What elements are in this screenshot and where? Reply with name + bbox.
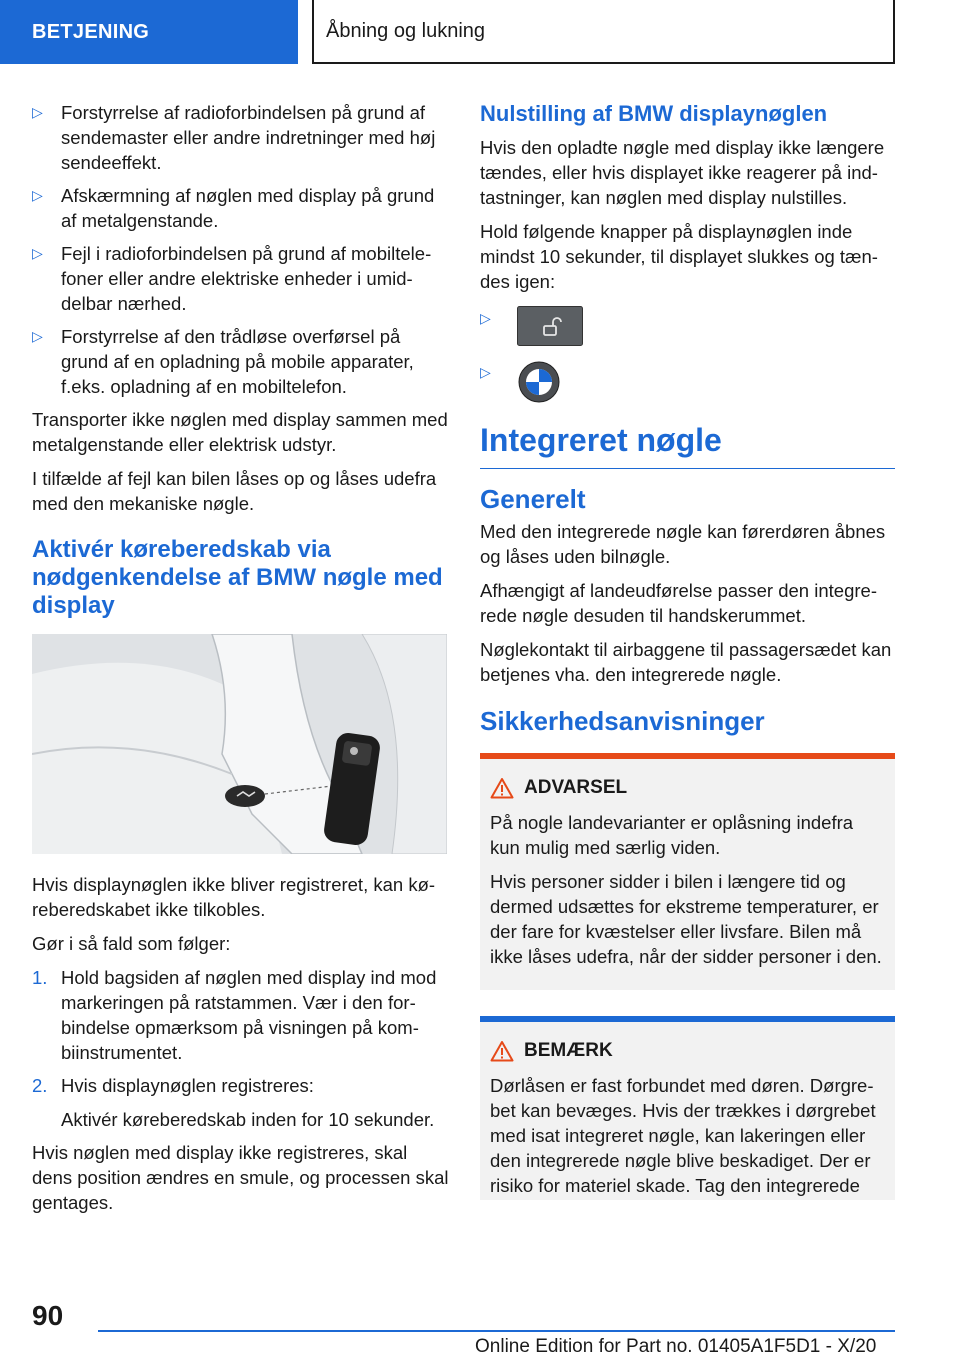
paragraph: Transporter ikke nøglen med display sammen med metalgenstande eller elektrisk udstyr. [32, 409, 448, 455]
list-item: 2. Hvis displaynøglen registreres: Aktivér køreberedskab inden for 10 sekunder. [32, 1073, 450, 1132]
paragraph: Nøglekontakt til airbaggene til passagersædet kan betjenes vha. den integrerede nøgle. [480, 639, 892, 685]
list-item: ▷ Fejl i radioforbindelsen på grund af mobiltelefoner eller andre elektriske enheder i umiddelbar nærhed. [32, 243, 432, 314]
paragraph: Hvis nøglen med display ikke registreres, skal dens position ændres en smule, og processen skal gentages. [32, 1142, 449, 1213]
right-column [480, 100, 895, 1214]
chapter-title: Åbning og lukning [312, 0, 895, 64]
paragraph: På nogle landevarianter er oplåsning indefra kun mulig med særlig viden. [490, 812, 854, 858]
paragraph: I tilfælde af fejl kan bilen låses op og låses udefra med den mekaniske nøgle. [32, 468, 437, 514]
warning-triangle-icon [490, 777, 514, 799]
left-column [32, 100, 450, 1224]
step-result: Aktivér køreberedskab inden for 10 sekunder. [61, 1109, 435, 1130]
triangle-bullet-icon: ▷ [32, 245, 43, 261]
warning-title: ADVARSEL [490, 775, 885, 800]
footer-divider [98, 1330, 895, 1332]
paragraph: Hvis displaynøglen ikke bliver registreret, kan køreberedskabet ikke tilkobles. [32, 874, 436, 920]
triangle-bullet-icon: ▷ [32, 328, 43, 344]
step-number: 2. [32, 1075, 48, 1096]
note-title: BEMÆRK [490, 1038, 885, 1063]
page-number: 90 [32, 1300, 64, 1331]
safety-title: Sikkerhedsanvisninger [480, 706, 765, 736]
step-number: 1. [32, 967, 48, 988]
triangle-bullet-icon: ▷ [32, 104, 43, 120]
triangle-bullet-icon: ▷ [480, 310, 491, 326]
list-item: ▷ Afskærmning af nøglen med display på grund af metalgenstande. [32, 185, 435, 231]
paragraph: Hvis personer sidder i bilen i længere tid og dermed udsættes for ekstreme temperaturer, er der fare for kvæstelser eller livsfare. Bilen må ikke låses udefra, når der sidder personer i den. [490, 871, 882, 967]
reset-heading: Nulstilling af BMW displaynøglen [480, 101, 828, 126]
warning-box [480, 753, 895, 990]
emergency-heading: Aktivér køreberedskab via nødgenkendelse af BMW nøgle med display [32, 536, 443, 619]
paragraph: Gør i så fald som følger: [32, 933, 231, 954]
key-button-item [480, 306, 895, 346]
paragraph: Hold følgende knapper på displaynøglen inde mindst 10 sekunder, til displayet slukkes og tændes igen: [480, 221, 878, 292]
key-button-item [480, 360, 895, 404]
interference-list [32, 100, 450, 399]
section-tab: BETJENING [0, 0, 298, 64]
list-item: ▷ Forstyrrelse af radioforbindelsen på grund af sendemaster eller andre indretninger med høj sendeeffekt. [32, 102, 436, 173]
paragraph: Afhængigt af landeudførelse passer den integrerede nøgle desuden til handskerummet. [480, 580, 877, 626]
bmw-logo-button-icon [517, 360, 561, 410]
edition-text: Online Edition for Part no. 01405A1F5D1 - X/20 [475, 1336, 877, 1357]
note-box [480, 1016, 895, 1200]
list-item: ▷ Forstyrrelse af den trådløse overførsel på grund af en opladning på mobile apparater, f.eks. opladning af en mobiltelefon. [32, 326, 414, 397]
paragraph: Hvis den opladte nøgle med display ikke længere tændes, eller hvis displayet ikke reagerer på indtastninger, kan nøglen med display nulstilles. [480, 137, 885, 208]
steps-list [32, 965, 450, 1132]
paragraph: Dørlåsen er fast forbundet med døren. Dørgrebet kan bevæges. Hvis der trækkes i dørgrebet med isat integreret nøgle, kan lakeringen eller den integrerede nøgle blive beskadiget. Der er risiko for materiel skade. Tag den integrerede [490, 1075, 876, 1196]
triangle-bullet-icon: ▷ [32, 187, 43, 203]
list-item: 1. Hold bagsiden af nøglen med display ind mod markeringen på ratstammen. Vær i den forbindelse opmærksom på visningen på kombiinstrumentet. [32, 967, 437, 1063]
unlock-button-icon [517, 306, 583, 352]
paragraph: Med den integrerede nøgle kan førerdøren åbnes og låses uden bilnøgle. [480, 521, 886, 567]
caution-triangle-icon [490, 1040, 514, 1062]
generelt-title: Generelt [480, 484, 586, 514]
triangle-bullet-icon: ▷ [480, 364, 491, 380]
steering-column-photo [32, 634, 447, 854]
integrated-key-title: Integreret nøgle [480, 420, 895, 469]
